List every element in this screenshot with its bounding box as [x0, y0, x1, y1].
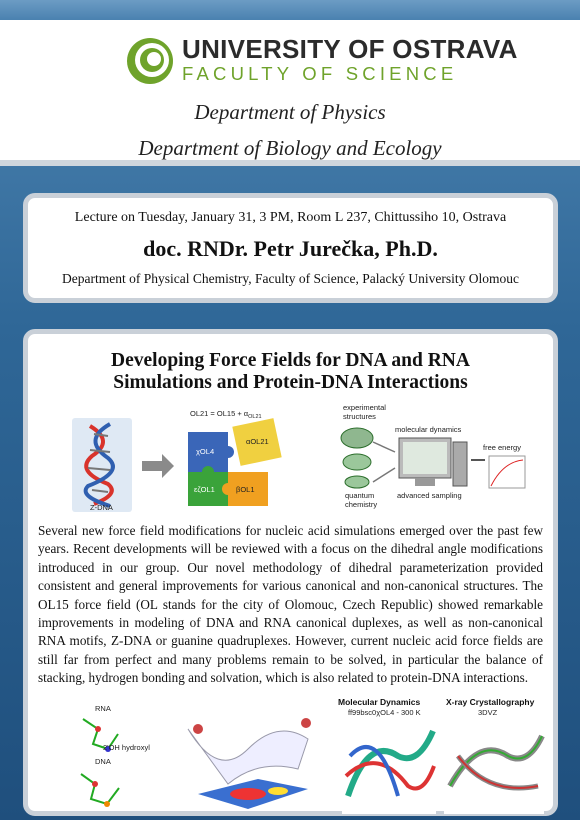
zdna-label: Z-DNA	[90, 503, 113, 512]
connector-arrows	[373, 442, 395, 482]
xray-density-icon	[444, 720, 544, 814]
lecture-info: Lecture on Tuesday, January 31, 3 PM, Room L 237, Chittussiho 10, Ostrava	[74, 210, 507, 225]
dna-molecule-icon	[81, 774, 119, 807]
md-xray-figure	[338, 696, 548, 816]
energy-surface-figure	[178, 709, 318, 814]
workflow-figure	[333, 402, 533, 517]
puzzle-chi-label: χOL4	[196, 447, 215, 456]
experimental-label-2: structures	[343, 412, 376, 421]
conformer-icon-right	[301, 718, 311, 728]
university-name: UNIVERSITY OF OSTRAVA	[182, 34, 518, 64]
conformer-icon-left	[193, 724, 203, 734]
department-biology: Department of Biology and Ecology	[138, 136, 442, 160]
department-physics: Department of Physics	[194, 100, 386, 124]
talk-card	[23, 329, 558, 816]
xray-title: X-ray Crystallography	[446, 697, 535, 707]
ol-equation: $OL21 = OL15 + \alpha_{OL21}$	[190, 409, 262, 420]
speaker-affiliation: Department of Physical Chemistry, Faculty of Science, Palacký University Olomouc	[62, 271, 519, 286]
talk-title	[28, 350, 553, 394]
rna-label: RNA	[95, 704, 111, 713]
md-label: molecular dynamics	[395, 425, 462, 434]
faculty-name: FACULTY OF SCIENCE	[182, 63, 458, 84]
computer-icon	[399, 438, 467, 486]
quantum-label-1: quantum	[345, 491, 375, 500]
arrow-right-icon	[142, 454, 174, 478]
md-subtitle: ff99bsc0χOL4 - 300 K	[348, 708, 421, 717]
sampling-label: advanced sampling	[397, 491, 462, 500]
quantum-label-2: chemistry	[345, 500, 378, 509]
free-energy-label: free energy	[483, 443, 521, 452]
molecule-icon	[345, 476, 369, 488]
lecture-card	[23, 193, 558, 303]
energy-mesh	[188, 729, 308, 784]
talk-title-line1: Developing Force Fields for DNA and RNA	[111, 350, 470, 371]
xray-subtitle: 3DVZ	[478, 708, 498, 717]
university-logo-icon	[125, 36, 175, 86]
rna-dna-figure	[73, 704, 150, 814]
top-band	[0, 0, 580, 20]
energy-warm-region	[268, 787, 288, 795]
hydroxyl-label: 2'OH hydroxyl	[103, 743, 150, 752]
talk-title-line2: Simulations and Protein-DNA Interactions	[113, 372, 468, 393]
zdna-puzzle-figure	[70, 406, 295, 516]
md-title: Molecular Dynamics	[338, 697, 421, 707]
puzzle-alpha-label: αOL21	[246, 437, 269, 446]
abstract: Several new force field modifications for nucleic acid simulations emerged over the past few years. Recent developments will be reviewed with a focus on the dihedral angle modifications introduced in our group. Our novel methodology of dihedral parameterization provided consistent and general improvements for various canonical and non-canonical structures. The OL15 force field (OL stands for the city of Olomouc, Czech Republic) showed remarkable improvements in modeling of DNA and RNA canonical duplexes, as well as non-canonical RNA motifs, Z-DNA or guanine quadruplexes. However, current nucleic acid force fields are still far from perfect and many problems remain to be solved, in particular the balance of stacking, hydrogen bonding and solvation, which is also related to protein-DNA interactions.	[38, 523, 543, 686]
speaker-name: doc. RNDr. Petr Jurečka, Ph.D.	[143, 236, 438, 261]
crystal-structure-icon	[341, 428, 373, 470]
puzzle-epsilon-label: εζOL1	[194, 485, 215, 494]
md-ensemble-icon	[342, 720, 436, 814]
puzzle-beta-label: βOL1	[236, 485, 255, 494]
dna-label: DNA	[95, 757, 111, 766]
header	[0, 20, 580, 166]
energy-hotspot	[230, 788, 266, 800]
experimental-label-1: experimental	[343, 403, 386, 412]
